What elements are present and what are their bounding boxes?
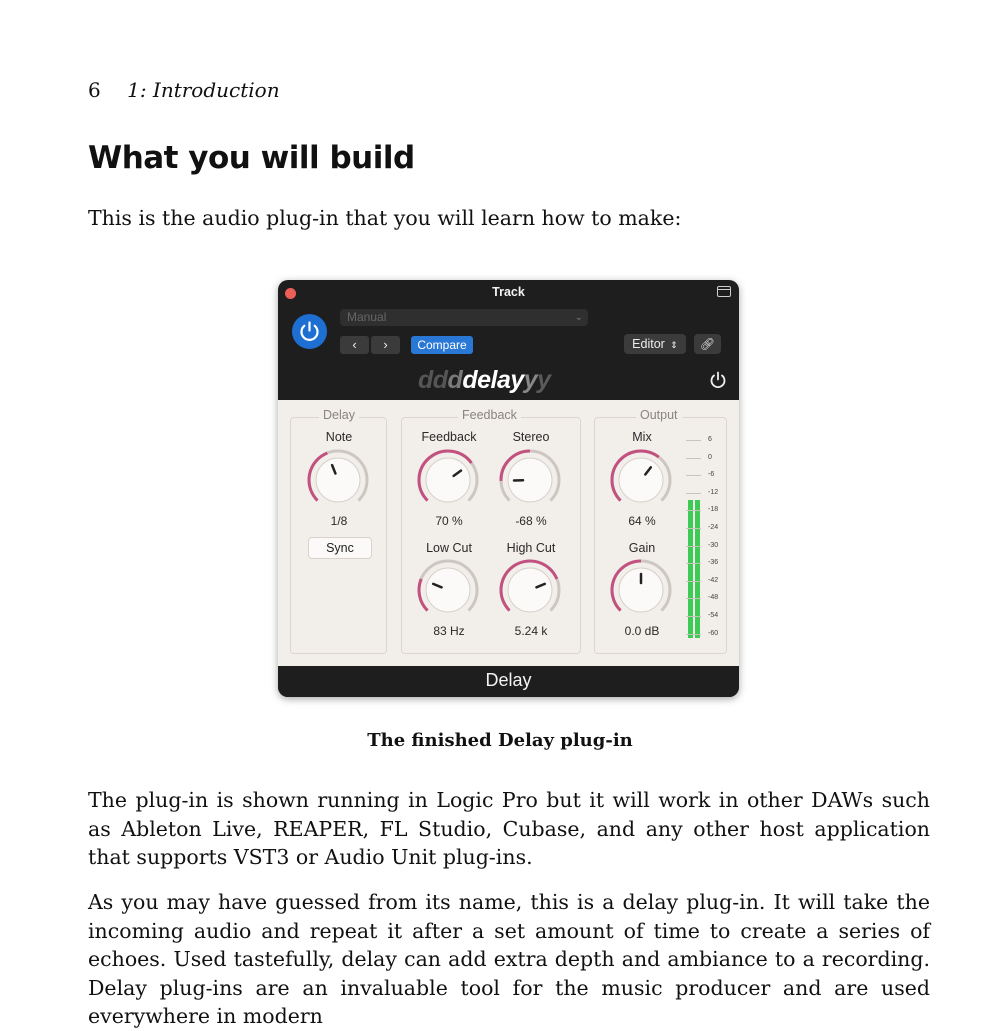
editor-label: Editor: [632, 337, 665, 351]
meter-tick-line: [686, 528, 701, 529]
meter-tick-label: -60: [708, 630, 718, 637]
running-header: [88, 78, 280, 102]
meter-tick-line: [686, 475, 701, 476]
highcut-value: 5.24 k: [486, 624, 576, 638]
meter-tick-label: -36: [708, 559, 718, 566]
plugin-power-icon[interactable]: [708, 370, 728, 390]
meter-tick-line: [686, 616, 701, 617]
stereo-value: -68 %: [486, 514, 576, 528]
knob-cap: [426, 458, 470, 502]
meter-tick-label: -42: [708, 577, 718, 584]
logo-part: d: [448, 366, 463, 394]
chevron-left-icon: ‹: [352, 337, 356, 352]
logo-main: delay: [462, 366, 523, 394]
note-value: 1/8: [294, 514, 384, 528]
highcut-knob[interactable]: [498, 558, 562, 622]
previous-preset-button[interactable]: [340, 336, 369, 354]
logo-part: dd: [418, 366, 448, 394]
meter-tick-line: [686, 510, 701, 511]
link-button[interactable]: [694, 334, 721, 354]
mix-knob[interactable]: [609, 448, 673, 512]
knob-cap: [426, 568, 470, 612]
sync-button[interactable]: Sync: [308, 537, 372, 559]
link-icon: 🔗︎: [700, 337, 715, 351]
meter-tick-line: [686, 563, 701, 564]
meter-tick-line: [686, 598, 701, 599]
lowcut-value: 83 Hz: [404, 624, 494, 638]
section-heading: What you will build: [88, 140, 415, 176]
chevron-down-icon: ⌄: [575, 309, 583, 326]
knob-cap: [316, 458, 360, 502]
logo-part: y: [524, 366, 537, 394]
note-label: Note: [294, 430, 384, 444]
stereo-knob[interactable]: [498, 448, 562, 512]
preset-value: Manual: [347, 310, 386, 324]
feedback-knob[interactable]: [416, 448, 480, 512]
plugin-window: [278, 280, 739, 697]
meter-tick-label: 0: [708, 454, 718, 461]
knob-cap: [508, 568, 552, 612]
feedback-label: Feedback: [404, 430, 494, 444]
body-paragraph-1: The plug-in is shown running in Logic Pro but it will work in other DAWs such as Ableton Live, REAPER, FL Studio, Cubase, and any other host application that supports VST3 or Audio Unit plug-ins.: [88, 786, 930, 872]
meter-tick-line: [686, 581, 701, 582]
preset-dropdown[interactable]: [340, 309, 588, 326]
meter-tick-label: -24: [708, 524, 718, 531]
gain-value: 0.0 dB: [597, 624, 687, 638]
gain-knob[interactable]: [609, 558, 673, 622]
level-meter-left: [688, 500, 693, 638]
meter-tick-line: [686, 458, 701, 459]
meter-tick-label: -6: [708, 471, 718, 478]
bypass-power-button[interactable]: [292, 314, 327, 349]
window-title: Track: [278, 285, 739, 299]
note-knob[interactable]: [306, 448, 370, 512]
feedback-value: 70 %: [404, 514, 494, 528]
gain-label: Gain: [597, 541, 687, 555]
page-number: 6: [88, 78, 101, 102]
compare-button[interactable]: Compare: [411, 336, 473, 354]
output-group-title: Output: [636, 408, 682, 422]
meter-tick-label: -54: [708, 612, 718, 619]
chapter-title: 1: Introduction: [127, 78, 279, 102]
intro-text: This is the audio plug-in that you will learn how to make:: [88, 206, 681, 230]
window-titlebar: [278, 280, 739, 306]
next-preset-button[interactable]: [371, 336, 400, 354]
meter-tick-label: 6: [708, 436, 718, 443]
meter-tick-label: -30: [708, 542, 718, 549]
stereo-label: Stereo: [486, 430, 576, 444]
feedback-group-title: Feedback: [458, 408, 521, 422]
meter-tick-label: -48: [708, 594, 718, 601]
knob-cap: [619, 458, 663, 502]
plugin-footer-title: Delay: [278, 666, 739, 697]
updown-chevron-icon: ⇕: [670, 340, 678, 350]
body-paragraph-2: As you may have guessed from its name, this is a delay plug-in. It will take the incoming audio and repeat it after a set amount of time to create a series of echoes. Used tastefully, delay can add extra depth and ambiance to a recording. Delay plug-ins are an invaluable tool for the music producer and are used everywhere in modern: [88, 888, 930, 1031]
editor-dropdown[interactable]: [624, 334, 686, 354]
meter-tick-line: [686, 634, 701, 635]
highcut-label: High Cut: [486, 541, 576, 555]
chevron-right-icon: ›: [383, 337, 387, 352]
power-icon: [292, 314, 327, 349]
lowcut-knob[interactable]: [416, 558, 480, 622]
logo-part: y: [537, 366, 550, 394]
meter-tick-label: -12: [708, 489, 718, 496]
lowcut-label: Low Cut: [404, 541, 494, 555]
meter-tick-label: -18: [708, 506, 718, 513]
level-meter-right: [695, 500, 700, 638]
delay-group-title: Delay: [319, 408, 359, 422]
figure-caption: The finished Delay plug-in: [0, 730, 1000, 751]
window-view-icon[interactable]: [717, 286, 731, 297]
mix-label: Mix: [597, 430, 687, 444]
plugin-logo: [418, 366, 551, 395]
meter-tick-line: [686, 493, 701, 494]
mix-value: 64 %: [597, 514, 687, 528]
meter-tick-line: [686, 546, 701, 547]
meter-tick-line: [686, 440, 701, 441]
